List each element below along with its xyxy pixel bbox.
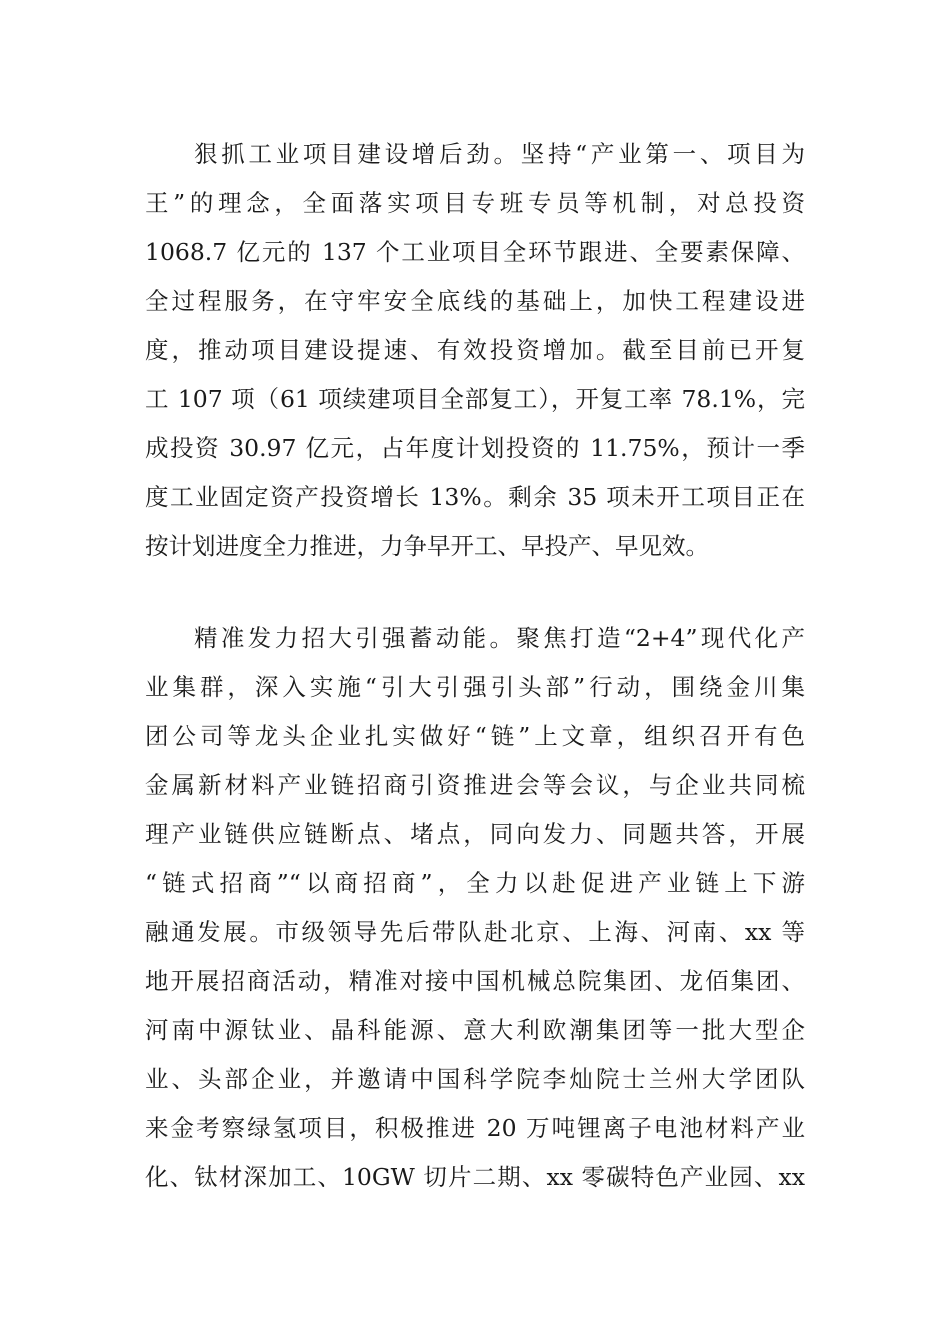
text-line: 全过程服务，在守牢安全底线的基础上，加快工程建设进 (145, 287, 805, 315)
text-line: 度工业固定资产投资增长 13%。剩余 35 项未开工项目正在 (145, 483, 805, 511)
paragraph-investment-attraction (145, 614, 805, 1202)
text-line: 精准发力招大引强蓄动能。聚焦打造“2+4”现代化产 (194, 624, 805, 652)
text-line: 王”的理念，全面落实项目专班专员等机制，对总投资 (145, 189, 805, 217)
text-line: 成投资 30.97 亿元，占年度计划投资的 11.75%，预计一季 (145, 434, 805, 462)
text-line: 团公司等龙头企业扎实做好“链”上文章，组织召开有色 (145, 722, 805, 750)
text-line: 来金考察绿氢项目，积极推进 20 万吨锂离子电池材料产业 (145, 1114, 805, 1142)
text-line: 度，推动项目建设提速、有效投资增加。截至目前已开复 (145, 336, 805, 364)
text-line: 金属新材料产业链招商引资推进会等会议，与企业共同梳 (145, 771, 805, 799)
text-line: 工 107 项（61 项续建项目全部复工），开复工率 78.1%，完 (145, 385, 805, 413)
text-line: 狠抓工业项目建设增后劲。坚持“产业第一、项目为 (194, 140, 805, 168)
paragraph-spacer (145, 571, 805, 614)
text-line: 业、头部企业，并邀请中国科学院李灿院士兰州大学团队 (145, 1065, 805, 1093)
text-line: 融通发展。市级领导先后带队赴北京、上海、河南、xx 等 (145, 918, 805, 946)
text-line: 地开展招商活动，精准对接中国机械总院集团、龙佰集团、 (145, 967, 805, 995)
paragraph-industrial-projects (145, 130, 805, 571)
document-body (145, 130, 805, 1202)
text-line: 按计划进度全力推进，力争早开工、早投产、早见效。 (145, 532, 709, 560)
text-line: 业集群，深入实施“引大引强引头部”行动，围绕金川集 (145, 673, 805, 701)
text-line: “链式招商”“以商招商”，全力以赴促进产业链上下游 (145, 869, 805, 897)
text-line: 理产业链供应链断点、堵点，同向发力、同题共答，开展 (145, 820, 805, 848)
text-line: 河南中源钛业、晶科能源、意大利欧潮集团等一批大型企 (145, 1016, 805, 1044)
text-line: 化、钛材深加工、10GW 切片二期、xx 零碳特色产业园、xx (145, 1163, 805, 1191)
text-line: 1068.7 亿元的 137 个工业项目全环节跟进、全要素保障、 (145, 238, 805, 266)
